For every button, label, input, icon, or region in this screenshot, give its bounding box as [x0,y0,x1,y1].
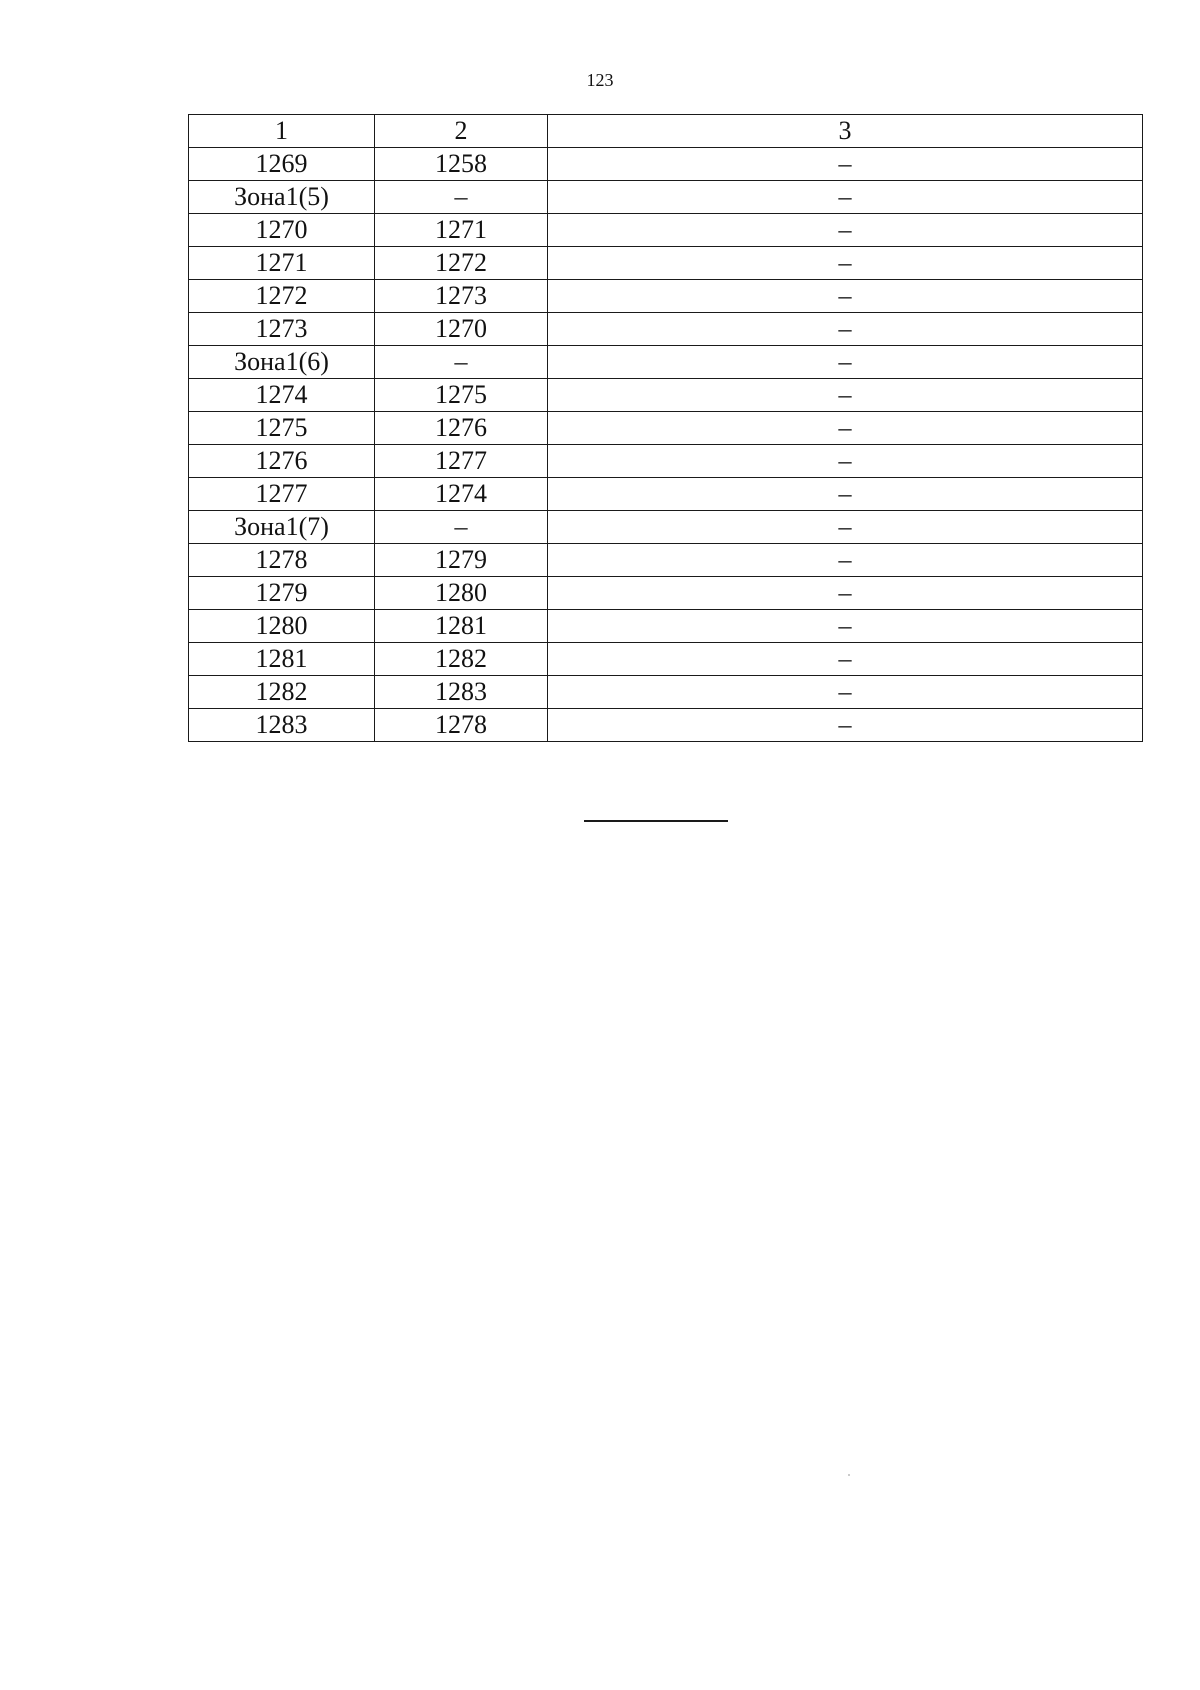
table-cell-col-3: – [548,544,1143,577]
table-row [189,313,1143,346]
table-cell-col-2: 1271 [375,214,548,247]
table-cell-col-1: 1278 [189,544,375,577]
table-cell-col-2: – [375,181,548,214]
table-cell-col-1: Зона1(6) [189,346,375,379]
table-cell-col-1: Зона1(5) [189,181,375,214]
header-row [189,115,1143,148]
table-row [189,610,1143,643]
table-row [189,577,1143,610]
table-row [189,478,1143,511]
table-row [189,412,1143,445]
table-cell-col-1: Зона1(7) [189,511,375,544]
table-cell-col-2: – [375,511,548,544]
table-cell-col-3: – [548,181,1143,214]
table-cell-col-2: 1275 [375,379,548,412]
table-cell-col-2: 1272 [375,247,548,280]
table-cell-col-2: 1281 [375,610,548,643]
table-cell-col-1: 1279 [189,577,375,610]
table-cell-col-1: 1274 [189,379,375,412]
page-number: 123 [586,70,614,90]
table-cell-col-1: 1269 [189,148,375,181]
table-cell-col-3: – [548,313,1143,346]
table-cell-col-2: 1283 [375,676,548,709]
end-of-document-rule [584,820,728,822]
table-cell-col-1: 1272 [189,280,375,313]
table-cell-col-3: – [548,676,1143,709]
table-cell-col-3: – [548,511,1143,544]
table-cell-col-2: 1274 [375,478,548,511]
table-cell-col-2: 1278 [375,709,548,742]
table-cell-col-3: – [548,280,1143,313]
table-row [189,511,1143,544]
table-cell-col-3: – [548,379,1143,412]
table-row [189,445,1143,478]
table-cell-col-3: – [548,346,1143,379]
table-row [189,148,1143,181]
table-cell-col-3: – [548,577,1143,610]
table-row [189,643,1143,676]
table-cell-col-2: 1276 [375,412,548,445]
table-row [189,544,1143,577]
column-header-3: 3 [548,115,1143,148]
table-cell-col-3: – [548,610,1143,643]
table-row [189,676,1143,709]
table-cell-col-2: 1277 [375,445,548,478]
scan-speck [848,1474,850,1476]
table-cell-col-2: 1280 [375,577,548,610]
table-cell-col-1: 1273 [189,313,375,346]
table-row [189,346,1143,379]
table-row [189,214,1143,247]
table-cell-col-1: 1282 [189,676,375,709]
table-cell-col-1: 1277 [189,478,375,511]
table-row [189,709,1143,742]
table-cell-col-1: 1283 [189,709,375,742]
table-row [189,181,1143,214]
table-cell-col-1: 1281 [189,643,375,676]
table-cell-col-2: 1273 [375,280,548,313]
table-row [189,280,1143,313]
table-cell-col-1: 1270 [189,214,375,247]
table-row [189,379,1143,412]
table-cell-col-3: – [548,709,1143,742]
table-cell-col-3: – [548,643,1143,676]
data-table [188,114,1143,742]
table-cell-col-3: – [548,412,1143,445]
table-cell-col-1: 1275 [189,412,375,445]
table-cell-col-2: – [375,346,548,379]
table-header [189,115,1143,148]
table-cell-col-3: – [548,214,1143,247]
column-header-1: 1 [189,115,375,148]
column-header-2: 2 [375,115,548,148]
table-cell-col-3: – [548,148,1143,181]
table-body [189,148,1143,742]
table-cell-col-1: 1271 [189,247,375,280]
table-cell-col-3: – [548,478,1143,511]
table-cell-col-1: 1280 [189,610,375,643]
table-cell-col-1: 1276 [189,445,375,478]
table-cell-col-2: 1279 [375,544,548,577]
table-cell-col-2: 1258 [375,148,548,181]
table-row [189,247,1143,280]
table-cell-col-3: – [548,247,1143,280]
table-cell-col-2: 1282 [375,643,548,676]
table-cell-col-3: – [548,445,1143,478]
table-cell-col-2: 1270 [375,313,548,346]
